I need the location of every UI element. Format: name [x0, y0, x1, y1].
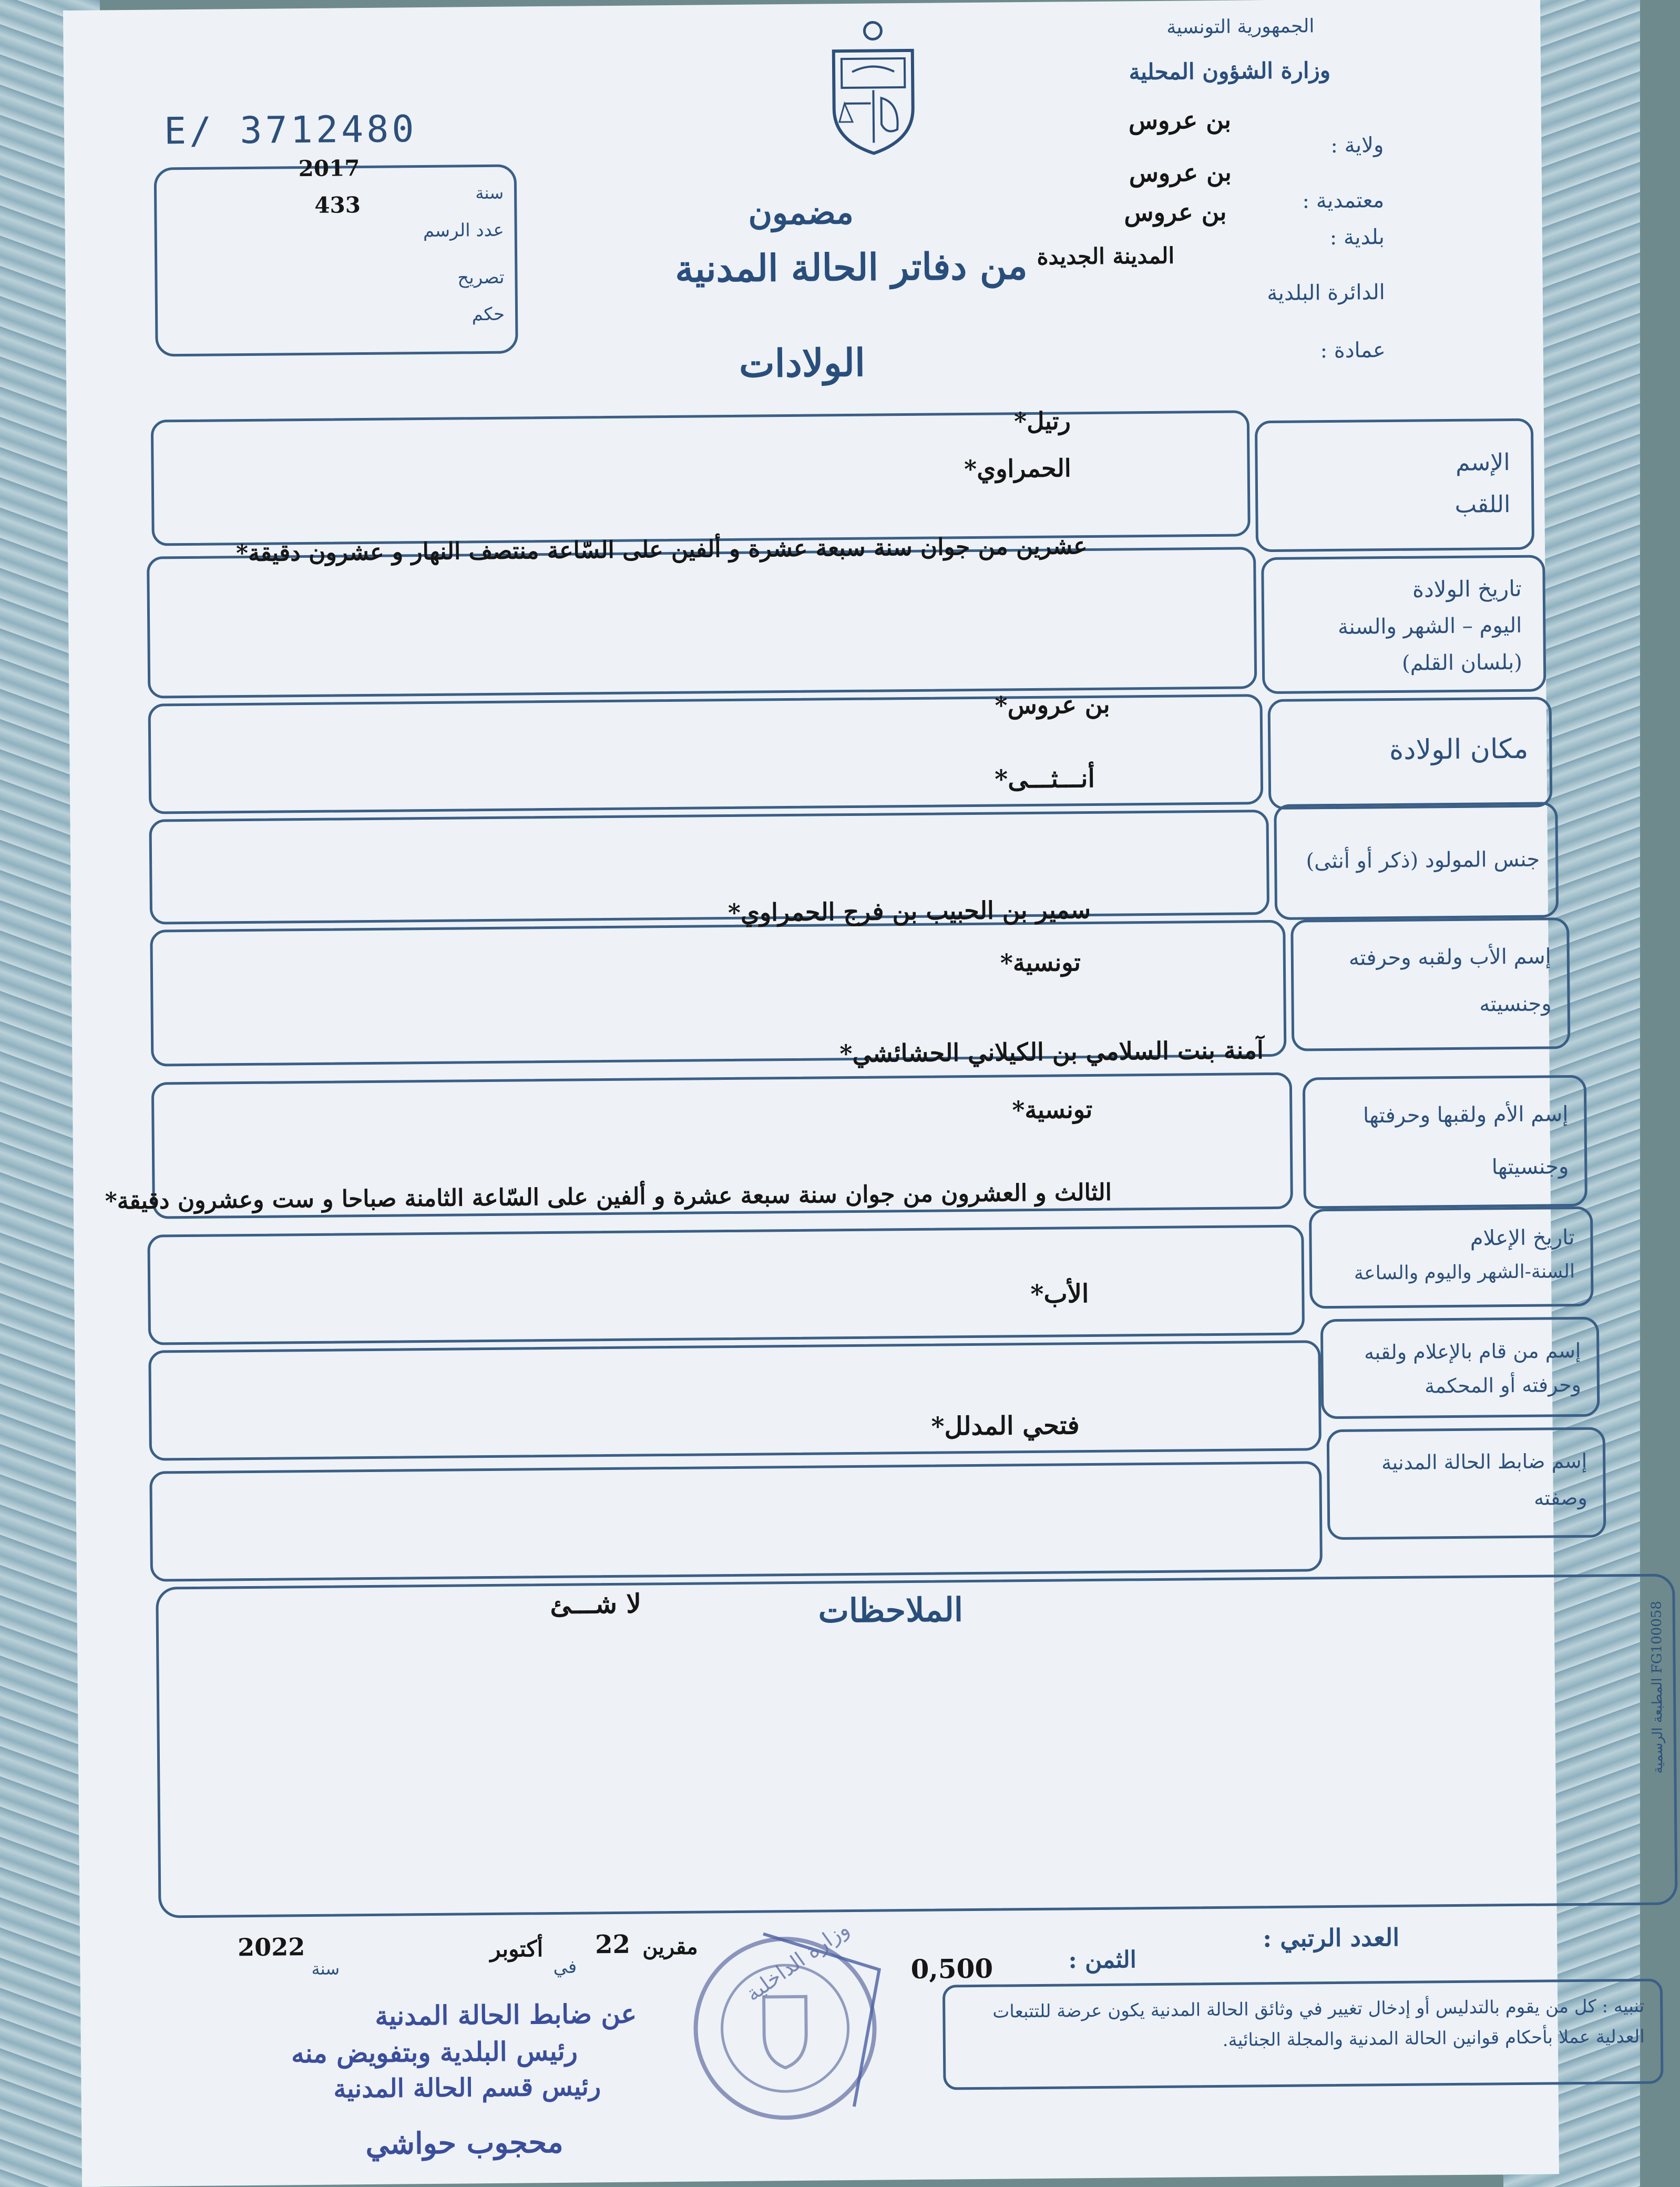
declaration-date-sub-label: السنة-الشهر واليوم والساعة [1354, 1260, 1575, 1284]
daira-label: الدائرة البلدية [1267, 280, 1385, 306]
father-nationality-value: تونسية* [1000, 948, 1081, 977]
birth-date-value-box [147, 547, 1257, 698]
birth-place-value: بن عروس* [995, 690, 1110, 720]
registry-declaration-label: تصريح [457, 267, 505, 289]
warning-box [943, 1979, 1664, 2090]
date-month-value: أكتوبر [489, 1936, 544, 1963]
registry-year-label: سنة [475, 182, 504, 203]
mother-label: إسم الأم ولقبها وحرفتها [1363, 1102, 1569, 1128]
price-label: الثمن : [1068, 1946, 1137, 1974]
tunisia-emblem-icon [820, 19, 926, 157]
mother-nationality-label: وجنسيتها [1491, 1154, 1569, 1180]
registry-box [154, 155, 518, 356]
father-name-value: سمير بن الحبيب بن فرج الحمراوي* [728, 895, 1091, 927]
motamadia-value: بن عروس [1124, 197, 1227, 227]
officer-label-box [1327, 1427, 1606, 1540]
registry-number-value: 433 [314, 192, 361, 218]
birth-date-label: تاريخ الولادة [1412, 575, 1522, 602]
daira-value: المدينة الجديدة [1037, 242, 1175, 270]
birth-certificate-page [63, 0, 1666, 2187]
registry-year-value: 2017 [298, 155, 360, 182]
first-name-label: الإسم [1455, 449, 1510, 476]
mother-label-box [1303, 1075, 1587, 1209]
birth-place-label-box [1268, 697, 1553, 810]
wilaya-value: بن عروس [1129, 158, 1232, 188]
name-label-box [1255, 418, 1534, 553]
officer-value-box [149, 1461, 1323, 1581]
signature-line2: رئيس البلدية وبتفويض منه [291, 2035, 578, 2069]
ministry-handwritten: بن عروس [1128, 105, 1232, 135]
date-prefix-label: في [553, 1956, 577, 1978]
registry-number-label: عدد الرسم [423, 219, 504, 242]
signature-name: محجوب حواشي [365, 2124, 564, 2162]
price-value: 0,500 [910, 1953, 993, 1985]
year-value: 2022 [237, 1933, 305, 1962]
surname-label: اللقب [1454, 491, 1511, 518]
date-day-value: 22 [595, 1929, 631, 1960]
declarant-value-box [148, 1340, 1322, 1460]
surname-value: الحمراوي* [964, 454, 1071, 484]
ministry-text: وزارة الشؤون المحلية [1129, 57, 1331, 85]
sex-label-box [1274, 802, 1559, 920]
officer-label: إسم ضابط الحالة المدنية [1381, 1449, 1587, 1475]
officer-value: فتحي المدلل* [931, 1411, 1080, 1442]
signature-line3: رئيس قسم الحالة المدنية [333, 2072, 601, 2104]
republic-text: الجمهورية التونسية [1166, 15, 1315, 38]
mother-name-value: آمنة بنت السلامي بن الكيلاني الحشائشي* [839, 1036, 1264, 1068]
birth-date-sub-label: اليوم – الشهر والسنة [1337, 613, 1522, 639]
imada-label: عمادة : [1320, 338, 1386, 363]
motamadia-label: معتمدية : [1302, 188, 1385, 213]
serial-order-label: العدد الرتبي : [1263, 1923, 1400, 1953]
remarks-value: لا شـــئ [550, 1588, 642, 1620]
declaration-date-value-box [147, 1224, 1305, 1345]
officer-sub-label: وصفته [1533, 1486, 1587, 1510]
year-label: سنة [311, 1958, 340, 1979]
registry-judgment-label: حكم [472, 303, 505, 325]
place-value: مقرين [642, 1934, 698, 1960]
declaration-date-label: تاريخ الإعلام [1470, 1225, 1575, 1251]
birth-date-label-box [1261, 555, 1546, 694]
sex-value: أنـــثـــى* [994, 763, 1095, 794]
title-line1: مضمون [748, 192, 854, 232]
sex-label: جنس المولود (ذكر أو أنثى) [1306, 847, 1540, 874]
side-print-note: المطبعة الرسمية FG100058 [1648, 1600, 1666, 1774]
sex-value-box [149, 810, 1269, 925]
declarant-label: إسم من قام بالإعلام ولقبه [1364, 1338, 1581, 1364]
section-title: الولادات [739, 340, 866, 386]
signature-line1: عن ضابط الحالة المدنية [375, 1998, 637, 2031]
father-label-box [1290, 917, 1570, 1051]
serial-number: E/ 3712480 [163, 107, 417, 153]
declarant-label-box [1320, 1317, 1600, 1419]
declaration-date-label-box [1309, 1207, 1594, 1309]
declarant-sub-label: وحرفته أو المحكمة [1424, 1373, 1582, 1398]
father-label: إسم الأب ولقبه وحرفته [1348, 944, 1552, 970]
title-line2: من دفاتر الحالة المدنية [674, 244, 1028, 291]
declarant-value: الأب* [1030, 1279, 1089, 1310]
mother-nationality-value: تونسية* [1012, 1095, 1093, 1125]
warning-text: تنبيه : كل من يقوم بالتدليس أو إدخال تغيير في وثائق الحالة المدنية يكون عرضة للتتبعات العدلية عملا بأحكام قوانين الحالة المدنية والمجلة الجنائية. [992, 1995, 1645, 2051]
declaration-date-value: الثالث و العشرون من جوان سنة سبعة عشرة و ألفين على السّاعة الثامنة صباحا و ست وعشرون دقيقة* [105, 1179, 1112, 1215]
baladia-label: بلدية : [1329, 225, 1385, 250]
birth-date-value: عشرين من جوان سنة سبعة عشرة و ألفين على السّاعة منتصف النهار و عشرون دقيقة* [235, 533, 1088, 567]
wilaya-label: ولاية : [1330, 133, 1384, 158]
birth-date-note-label: (بلسان القلم) [1401, 650, 1523, 676]
remarks-label: الملاحظات [818, 1590, 964, 1630]
name-value-box [151, 410, 1251, 546]
father-nationality-label: وجنسيته [1479, 992, 1552, 1017]
stamp-text: وزارة الداخلية [741, 1916, 854, 2007]
birth-place-label: مكان الولادة [1389, 733, 1529, 767]
first-name-value: رتيل* [1013, 406, 1071, 436]
